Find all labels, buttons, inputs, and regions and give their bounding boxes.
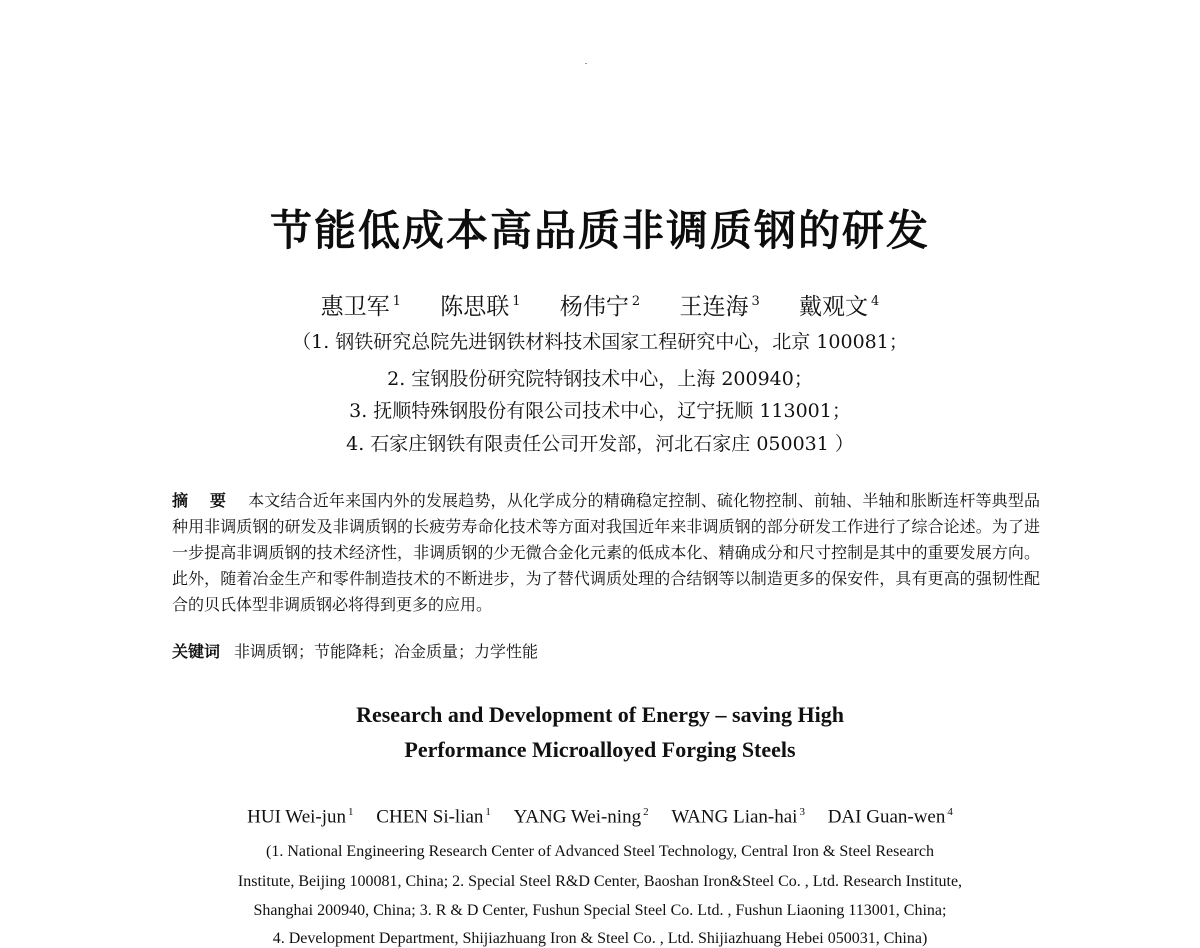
paper-title-en-line2: Performance Microalloyed Forging Steels [404, 737, 796, 762]
author-cn [321, 288, 401, 321]
author-cn [560, 288, 640, 321]
author-en-affil-mark: 1 [485, 806, 491, 818]
abstract-label: 摘 要 [172, 491, 235, 510]
author-en-affil-mark: 3 [799, 806, 805, 818]
author-cn [799, 288, 879, 321]
author-en-name: DAI Guan-wen [827, 806, 946, 828]
author-cn-affil-mark: 1 [392, 294, 401, 310]
author-cn-name: 惠卫军 [320, 294, 390, 320]
author-cn-affil-mark: 3 [751, 294, 760, 310]
author-cn-affil-mark: 4 [871, 294, 880, 310]
author-cn-affil-mark: 1 [512, 294, 521, 310]
keywords [172, 639, 538, 662]
paper-title-en-line1: Research and Development of Energy – saving High [356, 702, 844, 727]
author-en [376, 806, 491, 828]
abstract-text: 本文结合近年来国内外的发展趋势，从化学成分的精确稳定控制、硫化物控制、前轴、半轴和胀断连杆等典型品种用非调质钢的研发及非调质钢的长疲劳寿命化技术等方面对我国近年来非调质钢的部分研发工作进行了综合论述。为了进一步提高非调质钢的技术经济性，非调质钢的少无微合金化元素的低成本化、精确成分和尺寸控制是其中的重要发展方向。此外，随着冶金生产和零件制造技术的不断进步，为了替代调质处理的合结钢等以制造更多的保安件，具有更高的强韧性配合的贝氏体型非调质钢必将得到更多的应用。 [172, 491, 1040, 614]
affiliation-cn-2: 2. 宝钢股份研究院特钢技术中心，上海 200940； [387, 368, 813, 390]
paper-title-cn: 节能低成本高品质非调质钢的研发 [269, 206, 930, 255]
keywords-text: 非调质钢；节能降耗；冶金质量；力学性能 [234, 642, 539, 661]
authors-cn [0, 288, 1200, 321]
author-en-affil-mark: 4 [947, 806, 953, 818]
author-en [671, 806, 805, 828]
authors-en [0, 806, 1200, 828]
affiliation-en-1: (1. National Engineering Research Center of Advanced Steel Technology, Central Iron & Steel Research [266, 843, 934, 860]
abstract [172, 488, 1040, 618]
author-cn-name: 杨伟宁 [559, 294, 629, 320]
author-en-affil-mark: 2 [643, 806, 649, 818]
author-cn-name: 陈思联 [440, 294, 510, 320]
keywords-label: 关键词 [172, 642, 221, 661]
author-en-name: CHEN Si-lian [376, 806, 484, 828]
scan-speck [585, 63, 587, 64]
author-en-name: YANG Wei-ning [513, 806, 642, 828]
author-en-name: HUI Wei-jun [247, 806, 347, 828]
author-cn-name: 王连海 [679, 294, 749, 320]
author-en [514, 806, 649, 828]
author-en-name: WANG Lian-hai [671, 806, 798, 828]
affiliation-cn-1: （1. 钢铁研究总院先进钢铁材料技术国家工程研究中心，北京 100081； [292, 331, 908, 353]
affiliation-cn-3: 3. 抚顺特殊钢股份有限公司技术中心，辽宁抚顺 113001； [349, 400, 851, 422]
affiliation-en-4: 4. Development Department, Shijiazhuang Iron & Steel Co. , Ltd. Shijiazhuang Hebei 050031, China) [272, 930, 928, 947]
author-en-affil-mark: 1 [348, 806, 354, 818]
affiliation-en-2: Institute, Beijing 100081, China; 2. Special Steel R&D Center, Baoshan Iron&Steel Co. , Ltd. Research Institute, [237, 873, 963, 890]
author-cn [440, 288, 520, 321]
affiliation-cn-4: 4. 石家庄钢铁有限责任公司开发部，河北石家庄 050031 ） [346, 433, 854, 455]
author-cn-name: 戴观文 [799, 294, 869, 320]
affiliation-en-3: Shanghai 200940, China; 3. R & D Center, Fushun Special Steel Co. Ltd. , Fushun Liaoning 113001, China; [253, 902, 947, 919]
author-en [828, 806, 953, 828]
author-cn-affil-mark: 2 [631, 294, 641, 310]
author-cn [679, 288, 759, 321]
author-en [247, 806, 353, 828]
